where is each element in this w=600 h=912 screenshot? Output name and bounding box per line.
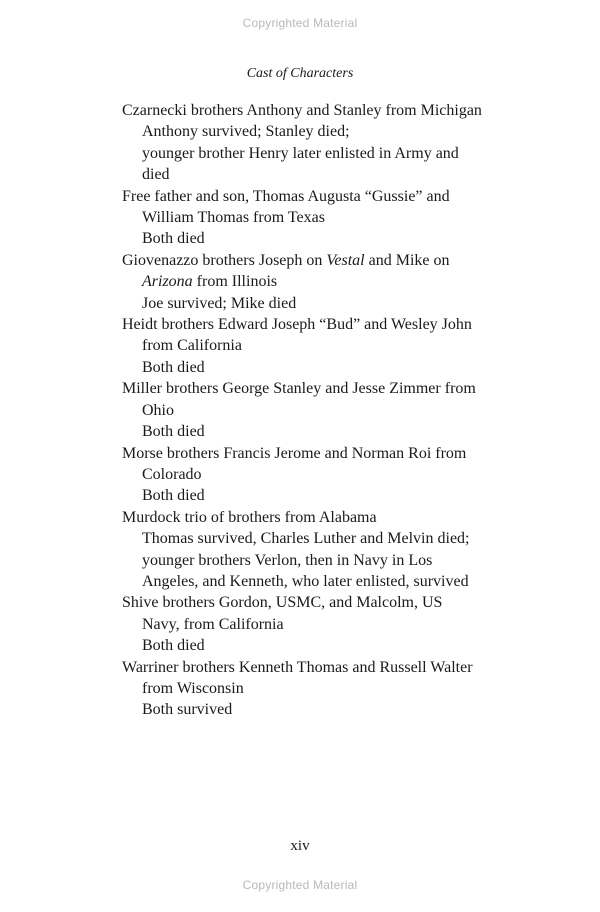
entry-detail: Both died [142,358,205,376]
copyright-watermark-bottom: Copyrighted Material [242,878,358,892]
ship-name-arizona: Arizona [142,273,193,291]
cast-entry-free [122,186,482,250]
entry-detail: Both died [142,230,205,248]
entry-detail: Anthony survived; Stanley died; [142,123,350,141]
heading-text: Giovenazzo brothers Joseph on [122,251,327,269]
entry-detail: younger brothers Verlon, then in Navy in Los Angeles, and Kenneth, who later enlisted, survived [142,551,469,590]
cast-entry-murdock [122,507,482,593]
entry-detail: Both survived [142,701,233,719]
cast-entry-miller [122,378,482,442]
cast-entry-heidt [122,314,482,378]
cast-entry-warriner [122,657,482,721]
entry-detail: Thomas survived, Charles Luther and Melvin died; [142,530,470,548]
copyright-watermark-top: Copyrighted Material [242,16,358,30]
entry-heading: Warriner brothers Kenneth Thomas and Russell Walter from Wisconsin [122,658,473,697]
entry-heading: Free father and son, Thomas Augusta “Gussie” and William Thomas from Texas [122,187,450,227]
entry-heading: Murdock trio of brothers from Alabama [122,508,377,526]
heading-text: from Illinois [192,273,278,291]
entry-detail: younger brother Henry later enlisted in Army and died [142,144,459,184]
entry-detail: Both died [142,487,205,505]
cast-list [122,100,482,721]
running-head: Cast of Characters [246,66,354,81]
cast-entry-giovenazzo [122,250,482,314]
entry-heading: Czarnecki brothers Anthony and Stanley from Michigan [122,102,482,119]
entry-heading: Shive brothers Gordon, USMC, and Malcolm, US Navy, from California [122,594,443,633]
cast-entry-morse [122,443,482,507]
entry-heading: Heidt brothers Edward Joseph “Bud” and Wesley John from California [122,316,472,355]
entry-detail: Both died [142,637,205,655]
entry-heading: Miller brothers George Stanley and Jesse Zimmer from Ohio [122,380,476,419]
heading-text: and Mike on [364,251,450,269]
entry-detail: Joe survived; Mike died [142,294,297,312]
entry-heading: Morse brothers Francis Jerome and Norman Roi from Colorado [122,444,467,483]
entry-heading [122,250,482,293]
cast-entry-czarnecki [122,100,482,186]
entry-detail: Both died [142,423,205,441]
page-number: xiv [290,838,310,854]
ship-name-vestal: Vestal [326,251,365,269]
cast-entry-shive [122,592,482,656]
